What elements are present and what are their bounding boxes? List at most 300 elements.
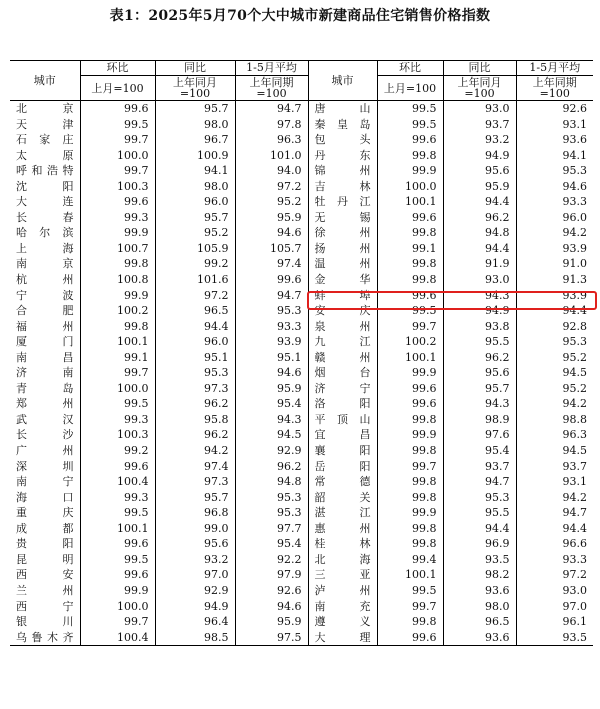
right-avg-cell: 93.5 — [516, 630, 593, 646]
right-yoy-cell: 98.0 — [443, 599, 516, 615]
left-mom-cell: 100.3 — [80, 179, 155, 195]
table-row — [10, 521, 593, 537]
left-mom-cell: 99.9 — [80, 288, 155, 304]
left-yoy-cell: 96.2 — [155, 396, 235, 412]
right-city-cell: 岳 阳 — [308, 459, 377, 475]
left-yoy-cell: 96.5 — [155, 303, 235, 319]
left-city-cell: 海 口 — [16, 490, 74, 504]
table-row — [10, 614, 593, 630]
left-mom-cell: 99.8 — [80, 256, 155, 272]
right-mom-cell: 99.8 — [377, 225, 443, 241]
left-avg-cell: 95.3 — [235, 303, 308, 319]
right-mom-cell: 99.8 — [377, 256, 443, 272]
right-avg-cell: 93.6 — [516, 132, 593, 148]
left-mom-cell: 100.1 — [80, 521, 155, 537]
left-mom-cell: 100.4 — [80, 474, 155, 490]
right-mom-cell: 100.1 — [377, 194, 443, 210]
right-avg-cell: 94.2 — [516, 396, 593, 412]
table-row — [10, 505, 593, 521]
left-avg-cell: 94.6 — [235, 599, 308, 615]
left-city-cell: 长 沙 — [16, 428, 74, 442]
right-city-cell: 遵 义 — [308, 614, 377, 630]
left-yoy-cell: 99.2 — [155, 256, 235, 272]
right-city-cell: 宜 昌 — [308, 427, 377, 443]
header-row-1 — [10, 61, 593, 76]
left-mom-cell: 99.9 — [80, 583, 155, 599]
right-mom-cell: 99.8 — [377, 412, 443, 428]
right-yoy-cell: 93.0 — [443, 101, 516, 117]
right-avg-cell: 93.3 — [516, 552, 593, 568]
right-city-cell: 丹 东 — [308, 148, 377, 164]
right-avg-cell: 94.7 — [516, 505, 593, 521]
right-mom-cell: 99.9 — [377, 427, 443, 443]
header-city-right: 城市 — [308, 61, 377, 101]
header-avg-left: 1-5月平均 — [235, 61, 308, 76]
left-avg-cell: 97.2 — [235, 179, 308, 195]
right-mom-cell: 99.9 — [377, 365, 443, 381]
table-row — [10, 210, 593, 226]
right-mom-cell: 99.7 — [377, 599, 443, 615]
right-avg-cell: 93.3 — [516, 194, 593, 210]
right-avg-cell: 93.0 — [516, 583, 593, 599]
right-yoy-cell: 93.8 — [443, 319, 516, 335]
table-row — [10, 163, 593, 179]
right-city-cell: 安 庆 — [308, 303, 377, 319]
left-mom-cell: 99.3 — [80, 490, 155, 506]
left-city-cell: 郑 州 — [16, 397, 74, 411]
left-city-cell: 杭 州 — [16, 273, 74, 287]
left-yoy-cell: 96.4 — [155, 614, 235, 630]
left-city-cell: 南 京 — [16, 257, 74, 271]
left-avg-cell: 94.5 — [235, 427, 308, 443]
right-avg-cell: 94.6 — [516, 179, 593, 195]
right-yoy-cell: 95.5 — [443, 334, 516, 350]
right-mom-cell: 99.9 — [377, 163, 443, 179]
header-yoy-base-right: 上年同月 =100 — [443, 76, 516, 101]
left-mom-cell: 99.8 — [80, 319, 155, 335]
left-city-cell: 成 都 — [16, 521, 74, 535]
right-avg-cell: 95.2 — [516, 350, 593, 366]
right-city-cell: 赣 州 — [308, 350, 377, 366]
right-city-cell: 南 充 — [308, 599, 377, 615]
right-avg-cell: 93.1 — [516, 117, 593, 133]
left-city-cell: 西 宁 — [16, 599, 74, 613]
left-avg-cell: 97.9 — [235, 567, 308, 583]
right-city-cell: 九 江 — [308, 334, 377, 350]
left-city-cell: 沈 阳 — [16, 179, 74, 193]
right-city-cell: 蚌 埠 — [308, 288, 377, 304]
header-row-2 — [10, 76, 593, 101]
right-yoy-cell: 94.9 — [443, 303, 516, 319]
header-city-left: 城市 — [10, 61, 80, 101]
left-mom-cell: 99.6 — [80, 567, 155, 583]
right-city-cell: 无 锡 — [308, 210, 377, 226]
right-avg-cell: 93.9 — [516, 241, 593, 257]
left-mom-cell: 99.7 — [80, 614, 155, 630]
header-avg-right: 1-5月平均 — [516, 61, 593, 76]
table-row — [10, 381, 593, 397]
table-row — [10, 194, 593, 210]
right-city-cell: 韶 关 — [308, 490, 377, 506]
right-city-cell: 湛 江 — [308, 505, 377, 521]
left-avg-cell: 94.6 — [235, 365, 308, 381]
right-mom-cell: 99.8 — [377, 148, 443, 164]
left-city-cell: 深 圳 — [16, 459, 74, 473]
left-avg-cell: 101.0 — [235, 148, 308, 164]
highlight-box-jinhua — [307, 291, 597, 310]
left-yoy-cell: 96.7 — [155, 132, 235, 148]
right-city-cell: 温 州 — [308, 256, 377, 272]
right-city-cell: 惠 州 — [308, 521, 377, 537]
header-mom-base-left: 上月=100 — [80, 76, 155, 101]
right-yoy-cell: 95.9 — [443, 179, 516, 195]
right-mom-cell: 99.8 — [377, 536, 443, 552]
header-avg-base-left: 上年同期 =100 — [235, 76, 308, 101]
right-city-cell: 徐 州 — [308, 225, 377, 241]
left-avg-cell: 95.3 — [235, 505, 308, 521]
table-row — [10, 459, 593, 475]
left-avg-cell: 95.1 — [235, 350, 308, 366]
table-title: 表1：2025年5月70个大中城市新建商品住宅销售价格指数 — [109, 8, 491, 24]
left-avg-cell: 96.2 — [235, 459, 308, 475]
table-row — [10, 241, 593, 257]
header-mom-left: 环比 — [80, 61, 155, 76]
left-city-cell: 上 海 — [16, 241, 74, 255]
left-yoy-cell: 105.9 — [155, 241, 235, 257]
right-yoy-cell: 95.6 — [443, 163, 516, 179]
left-city-cell: 太 原 — [16, 148, 74, 162]
table-row — [10, 272, 593, 288]
left-avg-cell: 94.3 — [235, 412, 308, 428]
left-avg-cell: 93.9 — [235, 334, 308, 350]
right-city-cell: 平顶山 — [308, 412, 377, 428]
right-mom-cell: 99.8 — [377, 443, 443, 459]
left-yoy-cell: 95.6 — [155, 536, 235, 552]
table-row — [10, 536, 593, 552]
left-yoy-cell: 94.1 — [155, 163, 235, 179]
left-yoy-cell: 96.2 — [155, 427, 235, 443]
table-row — [10, 427, 593, 443]
left-mom-cell: 100.0 — [80, 599, 155, 615]
left-mom-cell: 99.9 — [80, 225, 155, 241]
right-city-cell: 洛 阳 — [308, 396, 377, 412]
left-yoy-cell: 97.3 — [155, 381, 235, 397]
right-yoy-cell: 91.9 — [443, 256, 516, 272]
header-mom-right: 环比 — [377, 61, 443, 76]
right-yoy-cell: 94.4 — [443, 241, 516, 257]
left-yoy-cell: 97.4 — [155, 459, 235, 475]
left-yoy-cell: 101.6 — [155, 272, 235, 288]
right-mom-cell: 99.7 — [377, 319, 443, 335]
right-yoy-cell: 93.5 — [443, 552, 516, 568]
table-row — [10, 256, 593, 272]
left-mom-cell: 99.1 — [80, 350, 155, 366]
left-mom-cell: 99.6 — [80, 536, 155, 552]
table-row — [10, 567, 593, 583]
right-avg-cell: 93.9 — [516, 288, 593, 304]
left-yoy-cell: 98.0 — [155, 117, 235, 133]
right-avg-cell: 97.2 — [516, 567, 593, 583]
right-yoy-cell: 94.9 — [443, 148, 516, 164]
left-city-cell: 厦 门 — [16, 335, 74, 349]
left-avg-cell: 105.7 — [235, 241, 308, 257]
right-city-cell: 包 头 — [308, 132, 377, 148]
left-mom-cell: 99.7 — [80, 365, 155, 381]
left-city-cell: 宁 波 — [16, 288, 74, 302]
right-mom-cell: 100.1 — [377, 567, 443, 583]
left-mom-cell: 99.6 — [80, 101, 155, 117]
left-city-cell: 哈尔滨 — [16, 226, 74, 240]
right-mom-cell: 99.7 — [377, 459, 443, 475]
left-mom-cell: 99.3 — [80, 412, 155, 428]
right-avg-cell: 93.7 — [516, 459, 593, 475]
left-yoy-cell: 96.8 — [155, 505, 235, 521]
right-mom-cell: 99.5 — [377, 583, 443, 599]
left-city-cell: 石家庄 — [16, 133, 74, 147]
left-city-cell: 武 汉 — [16, 412, 74, 426]
right-avg-cell: 94.1 — [516, 148, 593, 164]
table-row — [10, 443, 593, 459]
table-row — [10, 474, 593, 490]
left-mom-cell: 99.6 — [80, 459, 155, 475]
left-mom-cell: 99.6 — [80, 194, 155, 210]
left-yoy-cell: 97.3 — [155, 474, 235, 490]
left-yoy-cell: 95.7 — [155, 101, 235, 117]
right-city-cell: 扬 州 — [308, 241, 377, 257]
left-city-cell: 乌鲁木齐 — [10, 630, 80, 646]
right-mom-cell: 99.6 — [377, 132, 443, 148]
right-mom-cell: 99.8 — [377, 521, 443, 537]
left-mom-cell: 99.5 — [80, 505, 155, 521]
right-city-cell: 常 德 — [308, 474, 377, 490]
table-row — [10, 630, 593, 646]
right-avg-cell: 94.4 — [516, 303, 593, 319]
right-mom-cell: 99.6 — [377, 288, 443, 304]
right-avg-cell: 97.0 — [516, 599, 593, 615]
right-city-cell: 牡丹江 — [308, 194, 377, 210]
right-city-cell: 锦 州 — [308, 163, 377, 179]
right-city-cell: 泉 州 — [308, 319, 377, 335]
right-yoy-cell: 94.8 — [443, 225, 516, 241]
right-yoy-cell: 98.9 — [443, 412, 516, 428]
left-avg-cell: 95.2 — [235, 194, 308, 210]
left-avg-cell: 95.9 — [235, 614, 308, 630]
left-yoy-cell: 98.0 — [155, 179, 235, 195]
right-yoy-cell: 93.6 — [443, 630, 516, 646]
left-avg-cell: 97.5 — [235, 630, 308, 646]
right-city-cell: 襄 阳 — [308, 443, 377, 459]
right-mom-cell: 99.6 — [377, 210, 443, 226]
right-avg-cell: 96.3 — [516, 427, 593, 443]
right-yoy-cell: 93.0 — [443, 272, 516, 288]
right-avg-cell: 92.8 — [516, 319, 593, 335]
table-row — [10, 319, 593, 335]
left-mom-cell: 99.2 — [80, 443, 155, 459]
left-mom-cell: 100.4 — [80, 630, 155, 646]
left-avg-cell: 94.0 — [235, 163, 308, 179]
left-yoy-cell: 94.9 — [155, 599, 235, 615]
left-mom-cell: 99.5 — [80, 396, 155, 412]
right-yoy-cell: 93.2 — [443, 132, 516, 148]
right-mom-cell: 99.9 — [377, 505, 443, 521]
left-avg-cell: 94.7 — [235, 288, 308, 304]
left-mom-cell: 99.5 — [80, 552, 155, 568]
right-city-cell: 三 亚 — [308, 567, 377, 583]
left-city-cell: 昆 明 — [16, 552, 74, 566]
right-yoy-cell: 94.3 — [443, 288, 516, 304]
left-city-cell: 贵 阳 — [16, 537, 74, 551]
left-avg-cell: 92.6 — [235, 583, 308, 599]
right-mom-cell: 99.8 — [377, 272, 443, 288]
right-mom-cell: 99.6 — [377, 630, 443, 646]
left-mom-cell: 100.7 — [80, 241, 155, 257]
left-city-cell: 重 庆 — [16, 506, 74, 520]
left-city-cell: 北 京 — [16, 102, 74, 115]
right-yoy-cell: 95.5 — [443, 505, 516, 521]
right-city-cell: 济 宁 — [308, 381, 377, 397]
table-row — [10, 583, 593, 599]
right-city-cell: 烟 台 — [308, 365, 377, 381]
left-mom-cell: 99.7 — [80, 132, 155, 148]
right-city-cell: 大 理 — [308, 630, 377, 646]
right-yoy-cell: 94.4 — [443, 521, 516, 537]
right-avg-cell: 94.2 — [516, 225, 593, 241]
left-avg-cell: 97.8 — [235, 117, 308, 133]
table-row — [10, 599, 593, 615]
right-avg-cell: 92.6 — [516, 101, 593, 117]
price-index-table — [10, 60, 593, 646]
right-mom-cell: 99.1 — [377, 241, 443, 257]
table-row — [10, 117, 593, 133]
left-yoy-cell: 93.2 — [155, 552, 235, 568]
left-avg-cell: 99.6 — [235, 272, 308, 288]
left-city-cell: 福 州 — [16, 319, 74, 333]
left-mom-cell: 100.1 — [80, 334, 155, 350]
left-yoy-cell: 92.9 — [155, 583, 235, 599]
table-row — [10, 148, 593, 164]
left-yoy-cell: 100.9 — [155, 148, 235, 164]
right-avg-cell: 94.4 — [516, 521, 593, 537]
left-avg-cell: 95.4 — [235, 396, 308, 412]
left-avg-cell: 92.2 — [235, 552, 308, 568]
table-row — [10, 350, 593, 366]
right-mom-cell: 99.5 — [377, 303, 443, 319]
left-yoy-cell: 94.2 — [155, 443, 235, 459]
table-row — [10, 334, 593, 350]
left-city-cell: 长 春 — [16, 210, 74, 224]
left-city-cell: 银 川 — [16, 615, 74, 629]
right-city-cell: 吉 林 — [308, 179, 377, 195]
left-mom-cell: 100.8 — [80, 272, 155, 288]
right-mom-cell: 99.6 — [377, 381, 443, 397]
right-avg-cell: 91.0 — [516, 256, 593, 272]
right-yoy-cell: 93.7 — [443, 117, 516, 133]
left-mom-cell: 99.7 — [80, 163, 155, 179]
right-mom-cell: 100.2 — [377, 334, 443, 350]
table-row — [10, 225, 593, 241]
header-yoy-base-left: 上年同月 =100 — [155, 76, 235, 101]
right-yoy-cell: 96.9 — [443, 536, 516, 552]
left-city-cell: 天 津 — [16, 117, 74, 131]
right-city-cell: 唐 山 — [308, 101, 377, 117]
left-city-cell: 广 州 — [16, 444, 74, 458]
right-yoy-cell: 96.5 — [443, 614, 516, 630]
right-mom-cell: 100.1 — [377, 350, 443, 366]
header-avg-base-right: 上年同期 =100 — [516, 76, 593, 101]
right-yoy-cell: 93.6 — [443, 583, 516, 599]
right-avg-cell: 94.5 — [516, 443, 593, 459]
right-yoy-cell: 95.6 — [443, 365, 516, 381]
left-yoy-cell: 96.0 — [155, 334, 235, 350]
left-yoy-cell: 95.8 — [155, 412, 235, 428]
left-yoy-cell: 95.1 — [155, 350, 235, 366]
table-row — [10, 490, 593, 506]
header-mom-base-right: 上月=100 — [377, 76, 443, 101]
table-row — [10, 412, 593, 428]
left-city-cell: 南 昌 — [16, 350, 74, 364]
left-yoy-cell: 95.2 — [155, 225, 235, 241]
left-yoy-cell: 99.0 — [155, 521, 235, 537]
right-avg-cell: 96.0 — [516, 210, 593, 226]
right-city-cell: 泸 州 — [308, 583, 377, 599]
right-yoy-cell: 98.2 — [443, 567, 516, 583]
right-city-cell: 金 华 — [308, 272, 377, 288]
right-avg-cell: 95.3 — [516, 334, 593, 350]
left-avg-cell: 95.3 — [235, 490, 308, 506]
table-row — [10, 179, 593, 195]
header-yoy-right: 同比 — [443, 61, 516, 76]
right-avg-cell: 94.2 — [516, 490, 593, 506]
right-yoy-cell: 95.3 — [443, 490, 516, 506]
left-city-cell: 西 安 — [16, 568, 74, 582]
left-yoy-cell: 94.4 — [155, 319, 235, 335]
left-mom-cell: 100.0 — [80, 148, 155, 164]
left-city-cell: 青 岛 — [16, 381, 74, 395]
left-avg-cell: 94.7 — [235, 101, 308, 117]
left-city-cell: 济 南 — [16, 366, 74, 380]
left-avg-cell: 97.7 — [235, 521, 308, 537]
left-city-cell: 南 宁 — [16, 475, 74, 489]
right-avg-cell: 96.1 — [516, 614, 593, 630]
right-city-cell: 北 海 — [308, 552, 377, 568]
left-city-cell: 兰 州 — [16, 583, 74, 597]
left-avg-cell: 96.3 — [235, 132, 308, 148]
left-yoy-cell: 95.7 — [155, 210, 235, 226]
left-yoy-cell: 96.0 — [155, 194, 235, 210]
left-yoy-cell: 97.2 — [155, 288, 235, 304]
right-mom-cell: 99.4 — [377, 552, 443, 568]
right-yoy-cell: 96.2 — [443, 350, 516, 366]
left-mom-cell: 100.0 — [80, 381, 155, 397]
table-row — [10, 396, 593, 412]
right-yoy-cell: 93.7 — [443, 459, 516, 475]
right-avg-cell: 91.3 — [516, 272, 593, 288]
right-mom-cell: 99.5 — [377, 117, 443, 133]
right-mom-cell: 99.8 — [377, 474, 443, 490]
right-avg-cell: 95.2 — [516, 381, 593, 397]
right-yoy-cell: 94.7 — [443, 474, 516, 490]
right-yoy-cell: 94.4 — [443, 194, 516, 210]
left-mom-cell: 100.2 — [80, 303, 155, 319]
right-avg-cell: 98.8 — [516, 412, 593, 428]
table-row — [10, 365, 593, 381]
left-yoy-cell: 98.5 — [155, 630, 235, 646]
right-mom-cell: 100.0 — [377, 179, 443, 195]
right-avg-cell: 96.6 — [516, 536, 593, 552]
right-yoy-cell: 94.3 — [443, 396, 516, 412]
left-mom-cell: 99.3 — [80, 210, 155, 226]
left-avg-cell: 95.9 — [235, 381, 308, 397]
